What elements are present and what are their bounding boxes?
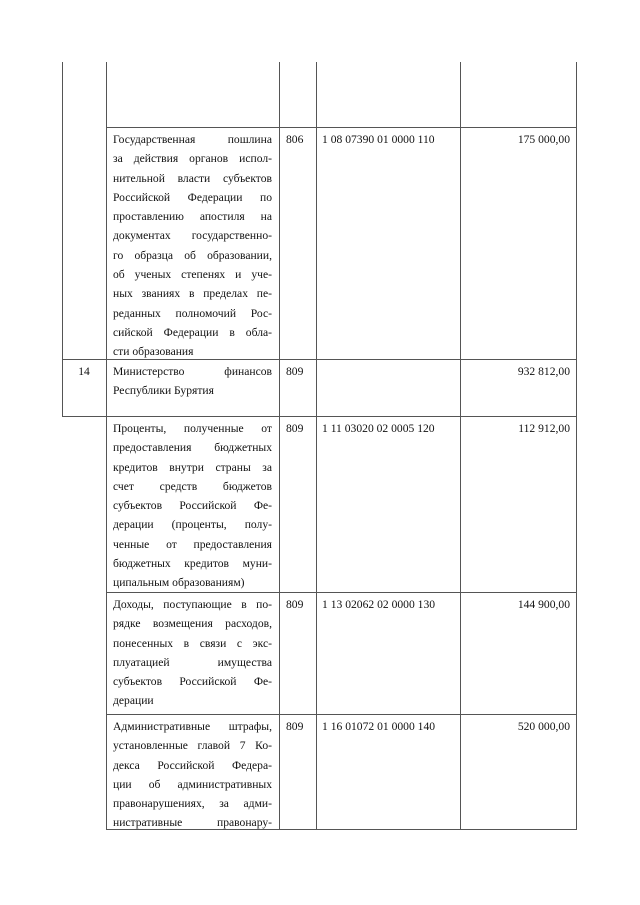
text-line: ных званиях в пределах пе- [113,287,272,301]
amount: 520 000,00 [517,720,570,733]
amount: 112 912,00 [518,422,570,435]
text-line: рядке возмещения расходов, [113,617,272,631]
text-line: предоставления бюджетных [113,441,272,455]
text-line: бюджетных кредитов муни- [113,557,272,571]
row-number: 14 [78,365,90,378]
table-row-description [113,130,272,362]
text-line: правонарушениях, за адми- [113,797,272,811]
text-line: документах государственно- [113,229,272,243]
budget-classification-code: 1 11 03020 02 0005 120 [322,422,435,435]
text-line: Республики Бурятия [113,384,214,398]
text-line: дерации (проценты, полу- [113,518,272,532]
budget-classification-code: 1 13 02062 02 0000 130 [322,598,436,611]
text-line: ции об административных [113,777,272,791]
text-line: проставлению апостиля на [113,210,272,224]
text-line: Государственная пошлина [113,133,272,146]
text-line: сти образования [113,345,194,359]
text-line: декса Российской Федера- [113,758,272,772]
text-line: го образца об образовании, [113,248,272,262]
text-line: счет средств бюджетов [113,479,272,493]
text-line: об ученых степенях и уче- [113,268,272,282]
text-line: субъектов Российской Фе- [113,675,272,689]
table-row-description [113,419,272,593]
text-line: нистративные правонару- [113,816,272,830]
admin-code: 809 [286,422,304,435]
text-line: ченные от предоставления [113,537,272,551]
text-line: Российской Федерации по [113,190,272,204]
text-line: понесенных в связи с экс- [113,636,272,650]
text-line: нительной власти субъектов [113,171,272,185]
row-divider [106,714,577,715]
budget-classification-code: 1 08 07390 01 0000 110 [322,133,435,146]
text-line: Доходы, поступающие в по- [113,598,272,611]
text-line: дерации [113,694,154,708]
admin-code: 809 [286,720,304,733]
text-line: кредитов внутри страны за [113,460,272,474]
text-line: реданных полномочий Рос- [113,306,272,320]
text-line: плуатацией имущества [113,655,272,669]
text-line: установленные главой 7 Ко- [113,739,272,753]
row-divider [106,127,577,128]
amount: 175 000,00 [517,133,570,146]
text-line: ципальным образованиям) [113,576,245,590]
text-line: за действия органов испол- [113,152,272,166]
text-line: Проценты, полученные от [113,422,272,435]
table-row-description [113,595,272,711]
text-line: субъектов Российской Фе- [113,499,272,513]
amount: 144 900,00 [517,598,570,611]
text-line: сийской Федерации в обла- [113,325,272,339]
table-row-description [113,717,272,833]
budget-classification-code: 1 16 01072 01 0000 140 [322,720,436,733]
row-divider [62,416,577,417]
admin-code: 806 [286,133,304,146]
text-line: Министерство финансов [113,365,272,378]
table-row-description [113,362,272,401]
admin-code: 809 [286,365,304,378]
admin-code: 809 [286,598,304,611]
text-line: Административные штрафы, [113,720,272,733]
amount: 932 812,00 [517,365,570,378]
